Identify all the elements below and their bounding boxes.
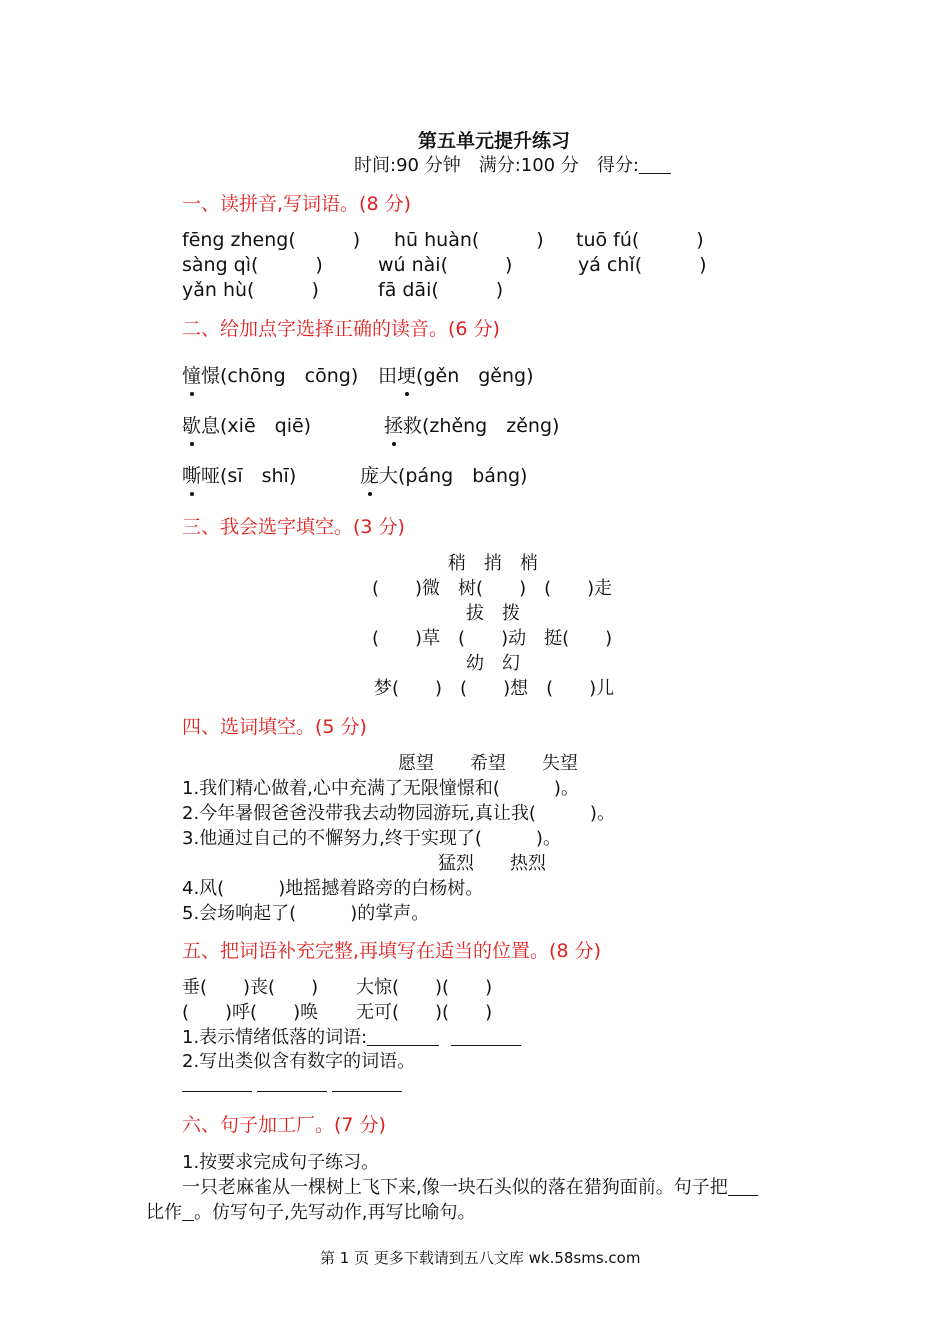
pinyin-item[interactable]: hū huàn( ) [394, 229, 544, 251]
reading-options: 大(páng báng) [379, 465, 528, 487]
answer-blank[interactable] [451, 1027, 521, 1046]
section-1-heading: 一、读拼音,写词语。(8 分) [182, 193, 411, 215]
reading-item[interactable] [378, 361, 534, 388]
char-options: 幼 幻 [466, 653, 520, 674]
exam-meta [354, 151, 671, 177]
reading-item[interactable] [360, 461, 527, 488]
reading-options: 憬(chōng cōng) [201, 365, 359, 387]
idiom-fill[interactable]: 垂( )丧( ) [182, 977, 319, 998]
word-question[interactable]: 5.会场响起了( )的掌声。 [182, 903, 430, 924]
dotted-char: 嘶 [182, 461, 201, 488]
char-fill-row[interactable]: ( )微 树( ) ( )走 [372, 578, 613, 599]
answer-blank-row [182, 1073, 402, 1093]
reading-options: 息(xiē qiē) [201, 415, 312, 437]
word-options: 猛烈 热烈 [438, 853, 546, 874]
char-fill-row[interactable]: ( )草 ( )动 挺( ) [372, 628, 613, 649]
word-options: 愿望 希望 失望 [398, 753, 578, 774]
section-2-heading: 二、给加点字选择正确的读音。(6 分) [182, 318, 500, 340]
pinyin-item[interactable]: yǎn hù( ) [182, 279, 319, 301]
pinyin-item[interactable]: sàng qì( ) [182, 254, 323, 276]
sentence-text: 比作 [146, 1202, 182, 1223]
answer-blank[interactable] [182, 1073, 252, 1092]
dotted-char: 庞 [360, 461, 379, 488]
dotted-char: 拯 [384, 411, 403, 438]
sentence-line [182, 1173, 758, 1199]
exam-meta-text: 时间:90 分钟 满分:100 分 得分: [354, 155, 639, 176]
word-question[interactable]: 1.我们精心做着,心中充满了无限憧憬和( )。 [182, 778, 579, 799]
char-fill-row[interactable]: 梦( ) ( )想 ( )儿 [374, 678, 615, 699]
page-title: 第五单元提升练习 [418, 130, 571, 152]
section-6-heading: 六、句子加工厂。(7 分) [182, 1114, 386, 1136]
section-4-heading: 四、选词填空。(5 分) [182, 716, 367, 738]
answer-blank[interactable] [182, 1202, 194, 1221]
pinyin-item[interactable]: fā dāi( ) [378, 279, 504, 301]
idiom-fill[interactable]: 无可( )( ) [356, 1002, 493, 1023]
dotted-char: 歇 [182, 411, 201, 438]
reading-prefix: 田 [378, 365, 398, 387]
answer-blank[interactable] [728, 1177, 758, 1196]
dotted-char: 憧 [182, 361, 201, 388]
sentence-text: 一只老麻雀从一棵树上飞下来,像一块石头似的落在猎狗面前。句子把 [182, 1177, 728, 1198]
section-5-heading: 五、把词语补充完整,再填写在适当的位置。(8 分) [182, 940, 601, 962]
reading-item[interactable] [182, 361, 358, 388]
reading-options: 哑(sī shī) [201, 465, 297, 487]
answer-blank[interactable] [257, 1073, 327, 1092]
sentence-line [146, 1198, 475, 1224]
reading-options: (gěn gěng) [416, 365, 534, 387]
idiom-question [182, 1023, 521, 1049]
idiom-question: 2.写出类似含有数字的词语。 [182, 1051, 416, 1072]
word-question[interactable]: 3.他通过自己的不懈努力,终于实现了( )。 [182, 828, 561, 849]
idiom-question-text: 1.表示情绪低落的词语: [182, 1027, 368, 1048]
answer-blank[interactable] [367, 1027, 439, 1046]
word-question[interactable]: 4.风( )地摇撼着路旁的白杨树。 [182, 878, 484, 899]
answer-blank[interactable] [332, 1073, 402, 1092]
pinyin-item[interactable]: tuō fú( ) [576, 229, 704, 251]
page-footer: 第 1 页 更多下载请到五八文库 wk.58sms.com [320, 1249, 641, 1267]
dotted-char: 埂 [397, 361, 416, 388]
idiom-fill[interactable]: 大惊( )( ) [356, 977, 493, 998]
pinyin-item[interactable]: yá chǐ( ) [578, 254, 707, 276]
section-3-heading: 三、我会选字填空。(3 分) [182, 516, 405, 538]
pinyin-item[interactable]: wú nài( ) [378, 254, 513, 276]
idiom-fill[interactable]: ( )呼( )唤 [182, 1002, 319, 1023]
reading-item[interactable] [384, 411, 559, 438]
score-blank[interactable] [639, 155, 671, 174]
word-question[interactable]: 2.今年暑假爸爸没带我去动物园游玩,真让我( )。 [182, 803, 615, 824]
sentence-question: 1.按要求完成句子练习。 [182, 1152, 380, 1173]
char-options: 拔 拨 [466, 603, 520, 624]
sentence-text: 。仿写句子,先写动作,再写比喻句。 [194, 1202, 476, 1223]
pinyin-item[interactable]: fēng zheng( ) [182, 229, 361, 251]
reading-item[interactable] [182, 461, 296, 488]
reading-options: 救(zhěng zěng) [403, 415, 560, 437]
reading-item[interactable] [182, 411, 311, 438]
char-options: 稍 捎 梢 [448, 553, 538, 574]
